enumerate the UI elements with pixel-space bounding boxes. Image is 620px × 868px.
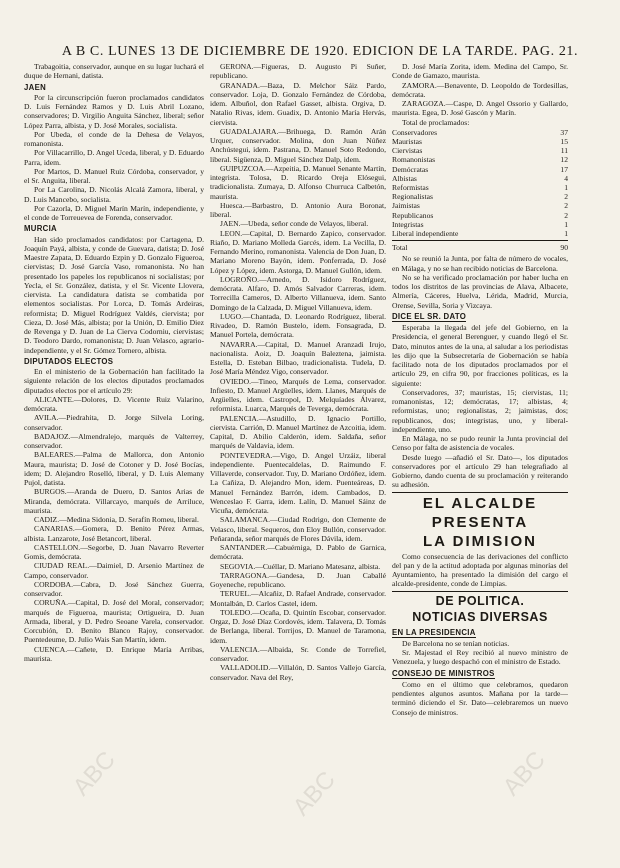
paragraph: SEGOVIA.—Cuéllar, D. Mariano Matesanz, albista. (220, 561, 381, 571)
totals-row-label: Republicanos (392, 210, 434, 220)
paragraph: En el ministerio de la Gobernación han facilitado la siguiente relación de los electos diputados proclamados diputados electos por el artículo 29: (24, 367, 204, 395)
totals-row-value: 2 (564, 192, 568, 202)
column-2 (210, 62, 386, 862)
totals-row-label: Romanonistas (392, 155, 436, 165)
totals-row-label: Liberal independiente (392, 228, 459, 238)
totals-row (392, 183, 568, 192)
paragraph: Conservadores, 37; mauristas, 15; ciervistas, 11; romanonistas, 12; demócratas, 17; albistas, 4; reformistas, uno; regionalistas, 2; jaimistas, dos; republicanos, dos; integristas, uno, y liberal-independiente, uno. (392, 387, 568, 434)
totals-row (392, 192, 568, 201)
totals-row-value: 1 (564, 228, 568, 238)
total-value: 90 (560, 243, 568, 253)
section-heading-presidencia: EN LA PRESIDENCIA (392, 627, 476, 637)
totals-row-label: Jaimistas (392, 201, 420, 211)
paragraph: BADAJOZ.—Almendralejo, marqués de Valterrey, conservador. (24, 431, 204, 450)
headline-noticias: NOTICIAS DIVERSAS (412, 609, 548, 624)
paragraph: No se reunió la Junta, por falta de número de vocales, en Málaga, y no se han recibido noticias de Barcelona. (392, 254, 568, 273)
totals-row-value: 1 (564, 219, 568, 229)
totals-row-value: 2 (564, 201, 568, 211)
headline-line-1: EL ALCALDE (422, 494, 538, 512)
paragraph: GRANADA.—Baza, D. Melchor Sáiz Pardo, conservador. Loja, D. Gonzalo Fernández de Córdoba, idem. Albuñol, don Rafael Gasset, albista. Orgiva, D. Natalio Rivas, idem. Guadix, D. Antonio María Hervás, ciervista. (210, 80, 386, 127)
paragraph: TOLEDO.—Ocaña, D. Quintín Escobar, conservador. Orgaz, D. José Díaz Cordovés, idem. Talavera, D. Tomás de Berlanga, liberal. Torrijos, D. Manuel de Taramona, idem. (210, 607, 386, 645)
totals-row-label: Ciervistas (392, 146, 423, 156)
section-heading-diputados: DIPUTADOS ELECTOS (24, 356, 114, 366)
paragraph: LOGROÑO.—Arnedo, D. Isidoro Rodríguez, demócrata. Alfaro, D. Amós Salvador Carreras, idem. Torrecilla Cameros, D. Alberto Villanueva, idem. Santo Domingo de la Calzada, D. Miguel Villanueva, idem. (210, 274, 386, 312)
section-heading-consejo: CONSEJO DE MINISTROS (392, 668, 495, 678)
paragraph: GERONA.—Figueras, D. Augusto Pi Suñer, republicano. (210, 62, 386, 81)
paragraph: Desde luego —añadió el Sr. Dato—, los diputados conservadores por el artículo 29 han telegrafiado al Gobierno, dando cuenta de su proclamación y reiterando su adhesión. (392, 452, 568, 490)
paragraph: SANTANDER.—Cabuérniga, D. Pablo de Garnica, demócrata. (210, 543, 386, 562)
paragraph: Por Cazorla, D. Miguel Marín Marín, independiente, y el conde de Torreuevea de Forenda, conservador. (24, 203, 204, 222)
paragraph: TARRAGONA.—Gandesa, D. Juan Caballé Goyeneche, republicano. (210, 570, 386, 589)
column-3 (392, 62, 568, 862)
paragraph: CANARIAS.—Gomera, D. Benito Pérez Armas, albista. Lanzarote, José Betancort, liberal. (24, 524, 204, 543)
paragraph: CORDOBA.—Cabra, D. José Sánchez Guerra, conservador. (24, 579, 204, 598)
totals-row (392, 155, 568, 164)
totals-row-label: Mauristas (392, 136, 422, 146)
totals-row-value: 12 (560, 155, 568, 165)
totals-row (392, 128, 568, 137)
divider (392, 591, 568, 592)
totals-row (392, 165, 568, 174)
paragraph: Por Martos, D. Manuel Ruiz Córdoba, conservador, y el Sr. Anguita, liberal. (24, 166, 204, 185)
totals-table (392, 128, 568, 238)
paragraph: PONTEVEDRA.—Vigo, D. Angel Urzáiz, liberal independiente. Puentecaldelas, D. Raimundo F. Villaverde, conservador. Tuy, D. Mariano Ordóñez, idem. La Cañiza, D. Alejandro Mon, idem. Puenteáreas, D. Manuel Fernández Barrón, idem. Cambados, D. Wenceslao F. Garra, idem. Lalín, D. Manuel Sáinz de Vicuña, demócrata. (210, 450, 386, 515)
paragraph: D. José María Zorita, idem. Medina del Campo, Sr. Conde de Gamazo, maurista. (392, 62, 568, 81)
paragraph: Por la circunscripción fueron proclamados candidatos D. Luis Fernández Ramos y D. Luis Abril Lozano, conservadores; D. Virgilio Anguita Sánchez, liberal; señor López Parra, albista, y D. José Morales, socialista. (24, 92, 204, 130)
paragraph: GUADALAJARA.—Brihuega, D. Ramón Arán Urquer, conservador. Molina, don Juan Núñez Anchústegui, idem. Pastrana, D. Manuel Soto Redondo, liberal. Sigüenza, D. Miguel Sánchez Dalp, idem. (210, 126, 386, 164)
paragraph: Esperaba la llegada del jefe del Gobierno, en la Presidencia, el general Berenguer, y cuando llegó el Sr. Dato, minutos antes de la una, al saludar a los periodistas les dijo que la Subsecretaría de Gobernación se había facilitado nota de los diputados proclamados por el artículo 29, en cifra 90, por fracciones políticas, es la siguiente: (392, 323, 568, 388)
watermark: ABC (67, 746, 121, 802)
paragraph: SALAMANCA.—Ciudad Rodrigo, don Clemente de Velasco, liberal. Sequeros, don Eloy Bullón, conservador. Peñaranda, señor marqués de Flores Dávila, idem. (210, 515, 386, 543)
paragraph: ALICANTE.—Dolores, D. Vicente Ruiz Valarino, demócrata. (24, 394, 204, 413)
headline-line-2: PRESENTA (431, 513, 529, 531)
paragraph: Por Villacarrillo, D. Angel Uceda, liberal, y D. Eduardo Parra, idem. (24, 148, 204, 167)
totals-row-label: Regionalistas (392, 192, 433, 202)
paragraph: Huesca.—Barbastro, D. Antonio Aura Boronat, liberal. (210, 200, 386, 219)
paragraph: CUENCA.—Cañete, D. Enrique María Arribas, maurista. (24, 644, 204, 663)
totals-row (392, 201, 568, 210)
totals-sum (392, 243, 568, 252)
paragraph: ZARAGOZA.—Caspe, D. Angel Ossorio y Gallardo, maurista. Egea, D. José Gascón y Marín. (392, 99, 568, 118)
paragraph: PALENCIA.—Astudillo, D. Ignacio Portillo, ciervista. Carrión, D. Manuel Martínez de Azcoitia, idem. Capital, D. Abilio Calderón, idem. Saldaña, señor marqués de Valdavia, idem. (210, 413, 386, 451)
paragraph: Trabagoitia, conservador, aunque en su lugar luchará el duque de Hernani, datista. (24, 62, 204, 81)
watermark: ABC (287, 766, 341, 822)
headline-line-3: LA DIMISION (423, 532, 537, 550)
total-label: Total (392, 243, 408, 253)
paragraph: NAVARRA.—Capital, D. Manuel Aranzadi Irujo, nacionalista. Aoiz, D. Joaquín Baleztena, jaimista. Estella, D. Esteban Bilbao, tradicionalista. Tudela, D. José María Méndez Vigo, conservador. (210, 339, 386, 377)
totals-row (392, 229, 568, 238)
watermark: ABC (497, 746, 551, 802)
paragraph: JAEN.—Ubeda, señor conde de Velayos, liberal. (220, 219, 369, 229)
paragraph: ZAMORA.—Benavente, D. Leopoldo de Tordesillas, demócrata. (392, 80, 568, 99)
totals-heading: Total de proclamados: (402, 117, 470, 127)
paragraph: Sr. Majestad el Rey recibió al nuevo ministro de Venezuela, y luego despachó con el ministro de Estado. (392, 648, 568, 667)
paragraph: OVIEDO.—Tineo, Marqués de Lema, conservador. Infiesto, D. Manuel Argüelles, idem. Llanes, Marqués de Argüelles, idem. Castropol, D. Melquíades Álvarez, reformista. Luarca, Marqués de Teverga, demócrata. (210, 376, 386, 414)
paragraph: CASTELLON.—Segorbe, D. Juan Navarro Reverter Gomis, demócrata. (24, 542, 204, 561)
totals-row-value: 15 (560, 136, 568, 146)
totals-row-value: 2 (564, 210, 568, 220)
paragraph: Por Ubeda, el conde de la Dehesa de Velayos, romanonista. (24, 129, 204, 148)
totals-row-value: 17 (560, 164, 568, 174)
divider (392, 240, 568, 241)
paragraph: CORUÑA.—Capital, D. José del Moral, conservador; marqués de Figueroa, maurista; Ortigueira, D. Juan Armada, liberal, y D. Pedro Seoane Varela, conservador. Corcubión, D. Benito Blanco Rajoy, conservador. Puentedeume, D. Julio Wais San Martín, idem. (24, 598, 204, 645)
paragraph: Han sido proclamados candidatos: por Cartagena, D. Joaquín Payá, albista, y conde de Guevara, datista; D. José Maestre Zapata, D. Eduardo Ezpin y D. Gonzalo Figueroa, ciervistas; D. José García Vaso, romanonista. No han presentado los papeles los republicanos ni socialistas; por Yecla, el Sr. González, datista, y el Sr. Vicente Llovera, ciervista. La candidatura datista se combatida por elementos socialistas. Por Lorca, D. Tomás Ardeiras, reformista; D. Miguel Rodríguez Valdés, ciervista; por Cieza, D. José Más, albista; por la Unión, D. Emilio Diez de Revenga y D. Juan de La Cierva Codorniu, ciervistas; D. Teodoro Dardo, romanonista; D. Juan Velasco, agrario-independiente, y el Sr. Gómez Tornero, albista. (24, 234, 204, 355)
paragraph: TERUEL.—Alcañiz, D. Rafael Andrade, conservador. Montalbán, D. Carlos Castel, idem. (210, 589, 386, 608)
paragraph: LEON.—Capital, D. Bernardo Zapico, conservador. Riaño, D. Mariano Molleda Garcés, idem. La Vecilla, D. Fernando Merino, romanonista. Valencia de Don Juan, D. Mariano Moreno Bayón, idem. Ponferrada, D. José López y López, idem. Astorga, D. Manuel Gullón, idem. (210, 228, 386, 275)
paragraph: CADIZ.—Medina Sidonia, D. Serafín Romeu, liberal. (34, 515, 199, 524)
totals-row (392, 211, 568, 220)
paragraph: En Málaga, no se pudo reunir la Junta provincial del Censo por falta de asistencia de vocales. (392, 434, 568, 453)
totals-row (392, 174, 568, 183)
totals-row-label: Integristas (392, 219, 424, 229)
totals-row-label: Demócratas (392, 164, 429, 174)
paragraph: Como consecuencia de las derivaciones del conflicto del pan y de la actitud adoptada por algunas minorías del Ayuntamiento, ha presentado la dimisión del cargo el alcalde-presidente, conde de Limpias. (392, 551, 568, 589)
paragraph: No se ha verificado proclamación por haber lucha en todos los distritos de las provincias de Alava, Albacete, Almería, Cáceres, Huelva, Lérida, Madrid, Murcia, Orense, Sevilla, Soria y Vizcaya. (392, 272, 568, 310)
totals-row (392, 220, 568, 229)
totals-row-value: 1 (564, 182, 568, 192)
divider (392, 492, 568, 493)
section-heading-dato: DICE EL SR. DATO (392, 311, 467, 321)
totals-row (392, 146, 568, 155)
paragraph: Por La Carolina, D. Nicolás Alcalá Zamora, liberal, y D. Luis Mancebo, socialista. (24, 185, 204, 204)
paragraph: BURGOS.—Aranda de Duero, D. Santos Arias de Miranda, demócrata. Villarcayo, marqués de Arriluce, maurista. (24, 487, 204, 515)
headline-politica: DE POLITICA. (435, 593, 525, 608)
paragraph: GUIPUZCOA.—Azpeitia, D. Manuel Senante Martín, integrista. Tolosa, D. Ricardo Oreja Elósegui, tradicionalista. Zumaya, D. Alfonso Churruca Calbetón, maurista. (210, 163, 386, 201)
totals-row-label: Conservadores (392, 127, 438, 137)
paragraph: BALEARES.—Palma de Mallorca, don Antonio Maura, maurista; D. José de Cotoner y D. José Bocías, idem; D. Alejandro Roselló, liberal, y D. Luis Alemany Pujol, datista. (24, 450, 204, 487)
paragraph: Como en el último que celebramos, quedaron pendientes algunos asuntos. Mañana por la tarde—terminó diciendo el Sr. Dato—celebraremos un nuevo Consejo de ministros. (392, 679, 568, 717)
paragraph: LUGO.—Chantada, D. Leonardo Rodríguez, liberal. Rivadeo, D. Ramón Bustelo, idem. Fonsagrada, D. Manuel Portela, demócrata. (210, 311, 386, 340)
totals-row-label: Reformistas (392, 182, 429, 192)
paragraph: VALENCIA.—Albaida, Sr. Conde de Torrefiel, conservador. (210, 644, 386, 663)
paragraph: CIUDAD REAL.—Daimiel, D. Arsenio Martínez de Campo, conservador. (24, 561, 204, 580)
paragraph: AVILA.—Piedrahita, D. Jorge Silvela Loring, conservador. (24, 413, 204, 432)
totals-row (392, 137, 568, 146)
totals-row-label: Albistas (392, 173, 417, 183)
paragraph: De Barcelona no se tenían noticias. (402, 638, 510, 648)
section-heading-jaen: JAEN (24, 82, 46, 92)
page-header: A B C. LUNES 13 DE DICIEMBRE DE 1920. EDICION DE LA TARDE. PAG. 21. (61, 44, 579, 59)
section-heading-murcia: MURCIA (24, 224, 57, 234)
totals-row-value: 37 (560, 127, 568, 137)
paragraph: VALLADOLID.—Villalón, D. Santos Vallejo García, conservador. Nava del Rey, (210, 663, 386, 682)
column-1 (24, 62, 204, 862)
totals-row-value: 11 (560, 146, 568, 156)
totals-row-value: 4 (564, 173, 568, 183)
